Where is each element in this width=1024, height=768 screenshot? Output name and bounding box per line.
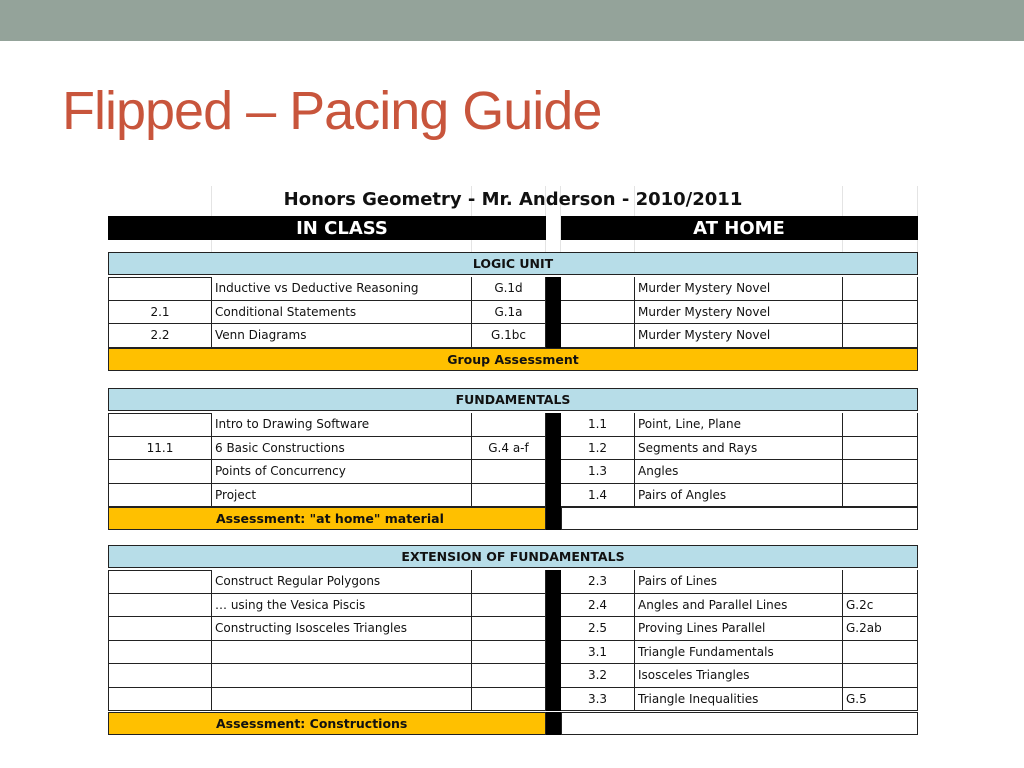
home-standard: [843, 437, 918, 461]
class-topic: Venn Diagrams: [212, 324, 472, 348]
home-topic: Pairs of Angles: [635, 484, 843, 508]
home-topic: Proving Lines Parallel: [635, 617, 843, 641]
standard: [472, 664, 546, 688]
standard: [472, 641, 546, 665]
standard: G.1d: [472, 277, 546, 301]
lesson-number: [108, 664, 212, 688]
class-topic: Constructing Isosceles Triangles: [212, 617, 472, 641]
assessment-row: Assessment: "at home" material: [108, 507, 546, 530]
divider: [546, 324, 561, 348]
table-row: [108, 301, 918, 325]
home-lesson-number: 3.1: [561, 641, 635, 665]
home-lesson-number: [561, 301, 635, 325]
standard: [472, 617, 546, 641]
section-header-extension: EXTENSION OF FUNDAMENTALS: [108, 545, 918, 568]
home-standard: [843, 324, 918, 348]
divider: [546, 484, 561, 508]
lesson-number: [108, 570, 212, 594]
home-lesson-number: [561, 277, 635, 301]
table-row: [108, 413, 918, 437]
standard: G.1bc: [472, 324, 546, 348]
home-topic: Isosceles Triangles: [635, 664, 843, 688]
home-lesson-number: 2.3: [561, 570, 635, 594]
home-lesson-number: [561, 324, 635, 348]
home-lesson-number: 1.4: [561, 484, 635, 508]
in-class-header: IN CLASS: [212, 216, 472, 240]
home-standard: [843, 664, 918, 688]
home-standard: G.2c: [843, 594, 918, 618]
table-row: [108, 594, 918, 618]
class-topic: Project: [212, 484, 472, 508]
table-row: [108, 437, 918, 461]
table-row: [108, 460, 918, 484]
home-lesson-number: 2.4: [561, 594, 635, 618]
divider: [546, 301, 561, 325]
table-row: [108, 664, 918, 688]
home-topic: Point, Line, Plane: [635, 413, 843, 437]
home-standard: [843, 277, 918, 301]
divider: [546, 594, 561, 618]
home-topic: Angles and Parallel Lines: [635, 594, 843, 618]
class-topic: 6 Basic Constructions: [212, 437, 472, 461]
home-lesson-number: 3.2: [561, 664, 635, 688]
divider: [546, 277, 561, 301]
lesson-number: [108, 277, 212, 301]
home-standard: [843, 570, 918, 594]
table-row: [108, 617, 918, 641]
top-bar: [0, 0, 1024, 41]
lesson-number: [108, 617, 212, 641]
divider: [546, 712, 561, 735]
section-header-logic: LOGIC UNIT: [108, 252, 918, 275]
section-header-fundamentals: FUNDAMENTALS: [108, 388, 918, 411]
lesson-number: [108, 688, 212, 712]
empty-cell: [561, 507, 918, 530]
home-lesson-number: 3.3: [561, 688, 635, 712]
home-standard: G.2ab: [843, 617, 918, 641]
lesson-number: 11.1: [108, 437, 212, 461]
class-topic: Points of Concurrency: [212, 460, 472, 484]
home-topic: Triangle Fundamentals: [635, 641, 843, 665]
class-topic: Intro to Drawing Software: [212, 413, 472, 437]
class-topic: Construct Regular Polygons: [212, 570, 472, 594]
standard: [472, 688, 546, 712]
at-home-header: AT HOME: [635, 216, 843, 240]
standard: [472, 594, 546, 618]
table-row: [108, 484, 918, 508]
home-topic: Segments and Rays: [635, 437, 843, 461]
lesson-number: 2.1: [108, 301, 212, 325]
table-row: [108, 324, 918, 348]
home-lesson-number: 1.2: [561, 437, 635, 461]
home-topic: Murder Mystery Novel: [635, 277, 843, 301]
home-standard: [843, 484, 918, 508]
home-topic: Triangle Inequalities: [635, 688, 843, 712]
standard: G.1a: [472, 301, 546, 325]
class-topic: Conditional Statements: [212, 301, 472, 325]
lesson-number: [108, 484, 212, 508]
standard: [472, 413, 546, 437]
home-standard: [843, 301, 918, 325]
class-topic: [212, 688, 472, 712]
lesson-number: [108, 641, 212, 665]
sheet-title: Honors Geometry - Mr. Anderson - 2010/2011: [283, 189, 743, 210]
lesson-number: [108, 460, 212, 484]
standard: [472, 570, 546, 594]
home-topic: Pairs of Lines: [635, 570, 843, 594]
home-standard: G.5: [843, 688, 918, 712]
assessment-row: Group Assessment: [108, 348, 918, 371]
assessment-row: Assessment: Constructions: [108, 712, 546, 735]
divider: [546, 664, 561, 688]
class-topic: [212, 641, 472, 665]
table-row: [108, 641, 918, 665]
divider: [546, 437, 561, 461]
table-row: [108, 688, 918, 712]
lesson-number: [108, 594, 212, 618]
table-row: [108, 277, 918, 301]
pacing-guide-spreadsheet: [108, 186, 918, 738]
class-topic: Inductive vs Deductive Reasoning: [212, 277, 472, 301]
table-row: [108, 570, 918, 594]
home-standard: [843, 641, 918, 665]
header-bar: [108, 216, 212, 240]
slide-title: Flipped – Pacing Guide: [62, 81, 602, 141]
empty-cell: [561, 712, 918, 735]
home-topic: Murder Mystery Novel: [635, 324, 843, 348]
home-standard: [843, 413, 918, 437]
divider: [546, 460, 561, 484]
divider: [546, 413, 561, 437]
home-lesson-number: 2.5: [561, 617, 635, 641]
divider: [546, 570, 561, 594]
header-bar: [561, 216, 635, 240]
standard: [472, 460, 546, 484]
home-lesson-number: 1.3: [561, 460, 635, 484]
home-topic: Angles: [635, 460, 843, 484]
lesson-number: [108, 413, 212, 437]
divider: [546, 641, 561, 665]
home-lesson-number: 1.1: [561, 413, 635, 437]
home-topic: Murder Mystery Novel: [635, 301, 843, 325]
standard: [472, 484, 546, 508]
header-bar: [843, 216, 918, 240]
home-standard: [843, 460, 918, 484]
class-topic: [212, 664, 472, 688]
divider: [546, 617, 561, 641]
standard: G.4 a-f: [472, 437, 546, 461]
divider: [546, 507, 561, 530]
class-topic: … using the Vesica Piscis: [212, 594, 472, 618]
header-bar: [472, 216, 546, 240]
divider: [546, 688, 561, 712]
lesson-number: 2.2: [108, 324, 212, 348]
